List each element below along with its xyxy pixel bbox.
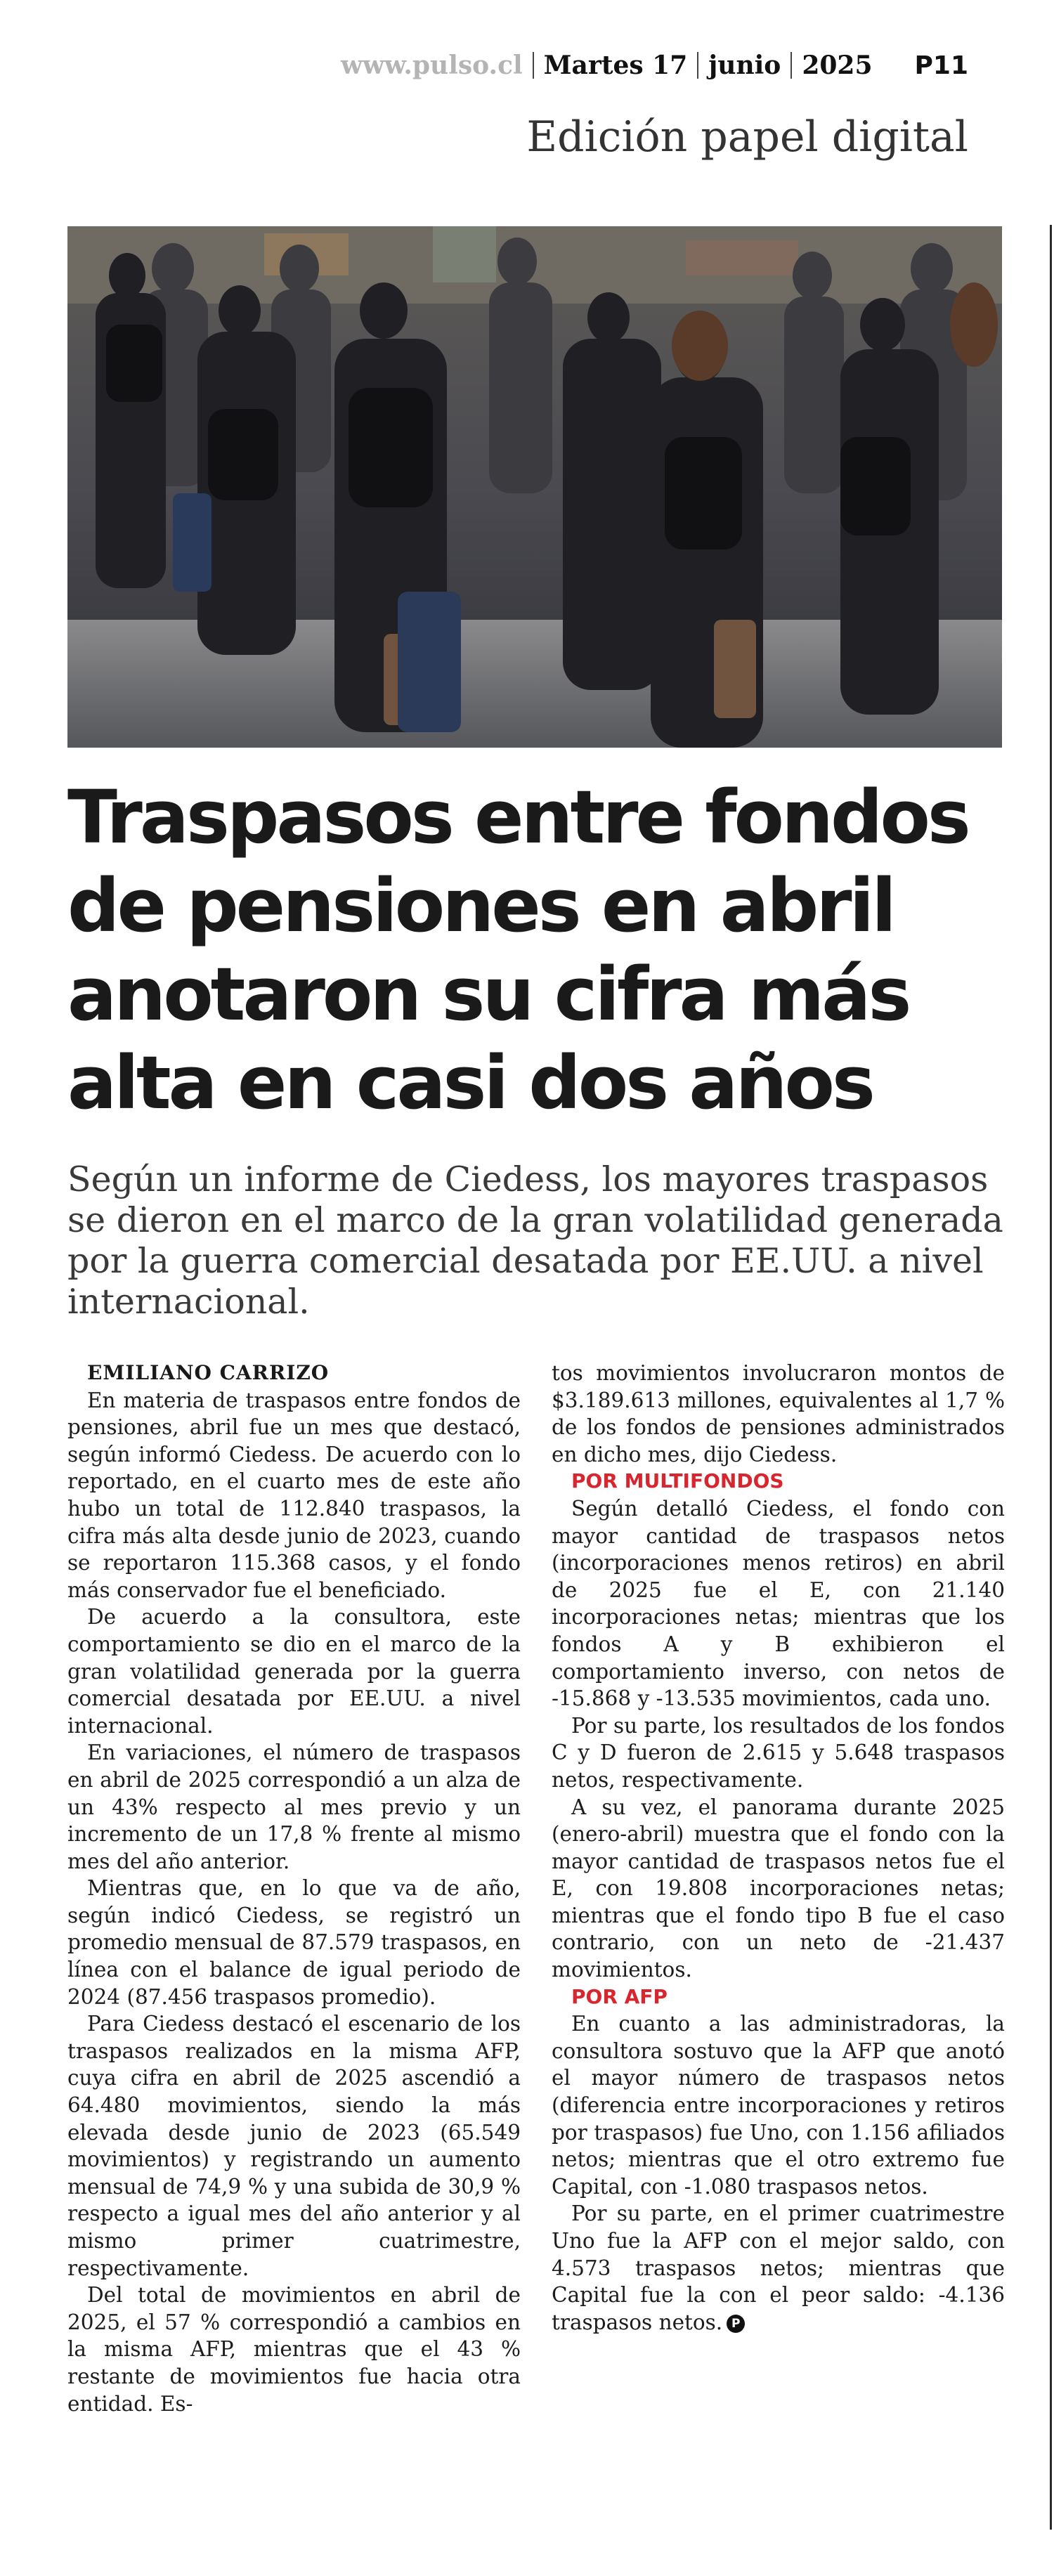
paragraph-continuation: tos movimientos involucraron montos de $3.189.613 millones, equivalentes al 1,7 % de los fondos de pensiones administrados en dicho mes, dijo Ciedess. (552, 1361, 1005, 1466)
paragraph: En materia de traspasos entre fondos de pensiones, abril fue un mes que destacó, según informó Ciedess. De acuerdo con lo reportado, en el cuarto mes de este año hubo un total de 112.840 traspasos, la cifra más alta desde junio de 2023, cuando se reportaron 115.368 casos, y el fondo más conservador fue el beneficiado. (67, 1388, 521, 1602)
paragraph: De acuerdo a la consultora, este comportamiento se dio en el marco de la gran volatilidad generada por la guerra comercial desatada por EE.UU. a nivel internacional. (67, 1605, 521, 1738)
paragraph: Según detalló Ciedess, el fondo con mayor cantidad de traspasos netos (incorporaciones menos retiros) en abril de 2025 fue el E, con 21.140 incorporaciones netas; mientras que los fondos A y B exhibieron el comportamiento inverso, con netos de -15.868 y -13.535 movimientos, cada uno. (552, 1496, 1005, 1711)
article-column-left (67, 1360, 521, 2417)
article-column-right (552, 1360, 1005, 2336)
header-year: 2025 (802, 51, 873, 80)
paragraph: Del total de movimientos en abril de 2025, el 57 % correspondió a cambios en la misma AFP, mientras que el 43 % restante de movimientos fue hacia otra entidad. Es- (67, 2283, 521, 2416)
header-month: junio (708, 51, 781, 80)
pulso-end-icon: P (727, 2315, 745, 2333)
header-separator (533, 52, 534, 79)
site-url[interactable]: www.pulso.cl (340, 51, 523, 80)
paragraph: En variaciones, el número de traspasos en abril de 2025 correspondió a un alza de un 43% respecto al mes previo y un incremento de un 17,8 % frente al mismo mes del año anterior. (67, 1741, 521, 1873)
page-header (341, 51, 968, 80)
header-separator (697, 52, 698, 79)
paragraph: En cuanto a las administradoras, la consultora sostuvo que la AFP que anotó el mayor número de traspasos netos (diferencia entre incorporaciones y retiros por traspasos) fue Uno, con 1.156 afiliados netos; mientras que el otro extremo fue Capital, con -1.080 traspasos netos. (552, 2012, 1005, 2199)
paragraph: A su vez, el panorama durante 2025 (enero-abril) muestra que el fondo con la mayor cantidad de traspasos netos fue el E, con 19.808 incorporaciones netas; mientras que el fondo tipo B fue el caso contrario, con un neto de -21.437 movimientos. (552, 1795, 1005, 1982)
paragraph: Por su parte, los resultados de los fondos C y D fueron de 2.615 y 5.648 traspasos netos, respectivamente. (552, 1713, 1005, 1792)
crowd-photo-illustration (67, 226, 1002, 748)
paragraph-text: Por su parte, en el primer cuatrimestre Uno fue la AFP con el mejor saldo, con 4.573 traspasos netos; mientras que Capital fue la con el peor saldo: -4.136 traspasos netos. (552, 2201, 1005, 2334)
page-number: P11 (914, 51, 968, 80)
header-separator (790, 52, 792, 79)
paragraph: Para Ciedess destacó el escenario de los traspasos realizados en la misma AFP, cuya cifra en abril de 2025 ascendió a 64.480 movimientos, siendo la más elevada desde junio de 2023 (65.549 movimientos) y registrando un aumento mensual de 74,9 % y una subida de 30,9 % respecto a igual mes del año anterior y al mismo primer cuatrimestre, respectivamente. (67, 2012, 521, 2280)
crowd-photo (67, 226, 1002, 748)
deck: Según un informe de Ciedess, los mayores traspasos se dieron en el marco de la gran volatilidad generada por la guerra comercial desatada por EE.UU. a nivel internacional. (67, 1159, 1003, 1322)
section-title-multifondos: POR MULTIFONDOS (571, 1469, 784, 1493)
section-title-afp: POR AFP (571, 1984, 668, 2008)
edition-label: Edición papel digital (526, 112, 968, 162)
paragraph: Mientras que, en lo que va de año, según indicó Ciedess, se registró un promedio mensual de 87.579 traspasos, en línea con el balance de igual periodo de 2024 (87.456 traspasos promedio). (67, 1876, 521, 2009)
header-weekday-day: Martes 17 (543, 51, 688, 80)
headline: Traspasos entre fondos de pensiones en abril anotaron su cifra más alta en casi dos años (67, 774, 968, 1126)
column-rule (1050, 225, 1052, 2530)
paragraph-final (552, 2200, 1005, 2336)
byline: EMILIANO CARRIZO (87, 1361, 330, 1384)
